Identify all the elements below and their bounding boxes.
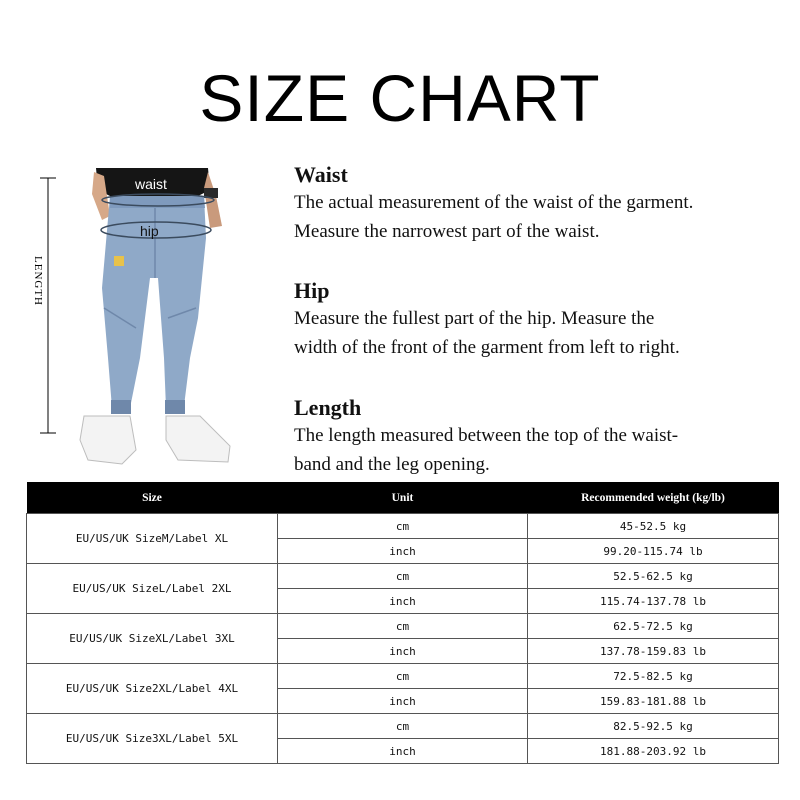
waist-section [294,162,784,246]
table-row [27,564,779,589]
weight-cell: 52.5-62.5 kg [528,564,779,589]
right-arm [204,172,222,228]
table-header-row [27,482,779,514]
unit-cell: inch [278,589,528,614]
left-shoe [80,416,136,464]
length-line-2: band and the leg opening. [294,454,490,475]
unit-cell: cm [278,664,528,689]
hip-section [294,278,784,362]
jeans-illustration [18,168,268,468]
weight-cell: 45-52.5 kg [528,514,779,539]
table-row [27,714,779,739]
unit-cell: cm [278,564,528,589]
waist-heading: Waist [294,162,348,187]
left-cuff [111,400,131,414]
hip-heading: Hip [294,278,330,303]
size-cell: EU/US/UK Size3XL/Label 5XL [27,714,278,764]
header-size: Size [27,482,278,514]
header-weight: Recommended weight (kg/lb) [528,482,779,514]
waist-label: waist [135,176,167,192]
hip-label: hip [140,223,159,239]
weight-cell: 62.5-72.5 kg [528,614,779,639]
header-unit: Unit [278,482,528,514]
weight-cell: 82.5-92.5 kg [528,714,779,739]
right-cuff [165,400,185,414]
right-shoe [166,416,230,462]
jeans-figure [18,168,268,468]
unit-cell: inch [278,689,528,714]
table-row [27,614,779,639]
unit-cell: inch [278,639,528,664]
unit-cell: inch [278,539,528,564]
size-cell: EU/US/UK SizeXL/Label 3XL [27,614,278,664]
unit-cell: cm [278,714,528,739]
size-table [26,482,779,764]
weight-cell: 137.78-159.83 lb [528,639,779,664]
weight-cell: 72.5-82.5 kg [528,664,779,689]
waist-line-1: The actual measurement of the waist of the garment. [294,192,694,213]
table-row [27,514,779,539]
length-section [294,395,784,479]
unit-cell: inch [278,739,528,764]
size-cell: EU/US/UK Size2XL/Label 4XL [27,664,278,714]
size-cell: EU/US/UK SizeM/Label XL [27,514,278,564]
length-label: LENGTH [32,256,44,306]
weight-cell: 181.88-203.92 lb [528,739,779,764]
length-heading: Length [294,395,362,420]
hip-line-2: width of the front of the garment from left to right. [294,337,680,358]
table-row [27,664,779,689]
length-line-1: The length measured between the top of the waist- [294,425,679,446]
unit-cell: cm [278,514,528,539]
weight-cell: 99.20-115.74 lb [528,539,779,564]
size-cell: EU/US/UK SizeL/Label 2XL [27,564,278,614]
patch [114,256,124,266]
page-title: SIZE CHART [199,61,601,135]
weight-cell: 115.74-137.78 lb [528,589,779,614]
hip-line-1: Measure the fullest part of the hip. Measure the [294,308,655,329]
weight-cell: 159.83-181.88 lb [528,689,779,714]
waist-line-2: Measure the narrowest part of the waist. [294,221,600,242]
unit-cell: cm [278,614,528,639]
